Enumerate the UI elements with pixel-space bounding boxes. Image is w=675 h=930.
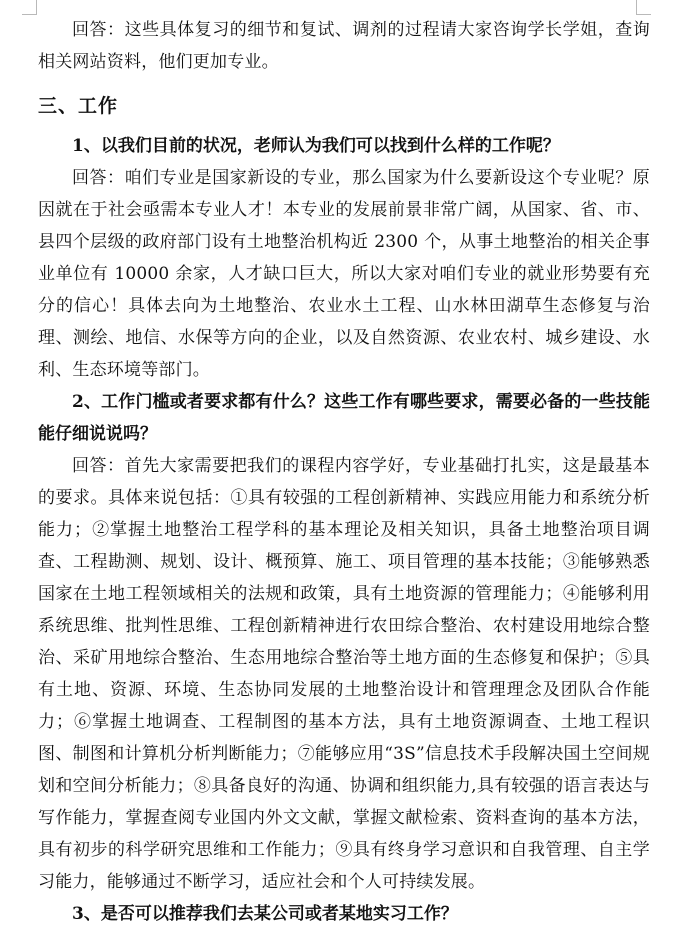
intro-answer: 回答：这些具体复习的细节和复试、调剂的过程请大家咨询学长学姐，查询相关网站资料，他们更加专业。 <box>38 20 650 72</box>
answer-2: 回答：首先大家需要把我们的课程内容学好，专业基础打扎实，这是最基本的要求。具体来说包括：①具有较强的工程创新精神、实践应用能力和系统分析能力；②掌握土地整治工程学科的基本理论及相关知识，具备土地整治项目调查、工程勘测、规划、设计、概预算、施工、项目管理的基本技能；③能够熟悉国家在土地工程领域相关的法规和政策，具有土地资源的管理能力；④能够利用系统思维、批判性思维、工程创新精神进行农田综合整治、农村建设用地综合整治、采矿用地综合整治、生态用地综合整治等土地方面的生态修复和保护；⑤具有土地、资源、环境、生态协同发展的土地整治设计和管理理念及团队合作能力；⑥掌握土地调查、工程制图的基本方法，具有土地资源调查、土地工程识图、制图和计算机分析判断能力；⑦能够应用“3S”信息技术手段解决国土空间规划和空间分析能力；⑧具备良好的沟通、协调和组织能力,具有较强的语言表达与写作能力，掌握查阅专业国内外文文献，掌握文献检索、资料查询的基本方法，具有初步的科学研究思维和工作能力；⑨具有终身学习意识和自我管理、自主学习能力，能够通过不断学习，适应社会和个人可持续发展。 <box>38 456 650 892</box>
section-heading: 三、工作 <box>38 95 119 117</box>
crop-mark-top-right <box>636 0 651 15</box>
answer-1: 回答：咱们专业是国家新设的专业，那么国家为什么要新设这个专业呢？原因就在于社会亟需本专业人才！本专业的发展前景非常广阔，从国家、省、市、县四个层级的政府部门设有土地整治机构近 2300 个，从事土地整治的相关企事业单位有 10000 余家，人才缺口巨大，所以大家对咱们专业的就业形势要有充分的信心！具体去向为土地整治、农业水土工程、山水林田湖草生态修复与治理、测绘、地信、水保等方向的企业，以及自然资源、农业农村、城乡建设、水利、生态环境等部门。 <box>38 168 650 380</box>
question-3: 3、是否可以推荐我们去某公司或者某地实习工作？ <box>72 904 458 924</box>
question-2: 2、工作门槛或者要求都有什么？这些工作有哪些要求，需要必备的一些技能能仔细说说吗？ <box>38 392 650 444</box>
question-1: 1、以我们目前的状况，老师认为我们可以找到什么样的工作呢？ <box>72 136 560 156</box>
document-body <box>38 14 650 930</box>
crop-mark-top-left <box>22 0 37 15</box>
